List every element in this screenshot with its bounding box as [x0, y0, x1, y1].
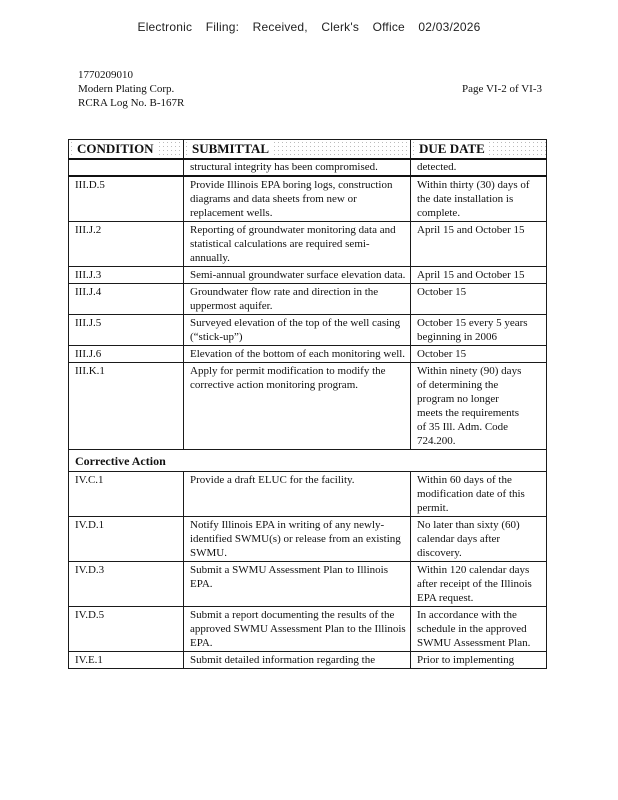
table-row	[69, 607, 547, 652]
column-header-submittal: SUBMITTAL	[184, 140, 411, 160]
table-row	[69, 315, 547, 346]
submittal-cell: Submit a SWMU Assessment Plan to Illinois EPA.	[184, 562, 411, 607]
due-date-cell: October 15	[411, 346, 547, 363]
column-header-condition: CONDITION	[69, 140, 184, 160]
table-row	[69, 472, 547, 517]
table-row	[69, 517, 547, 562]
condition-cell: III.J.2	[69, 222, 184, 267]
table-row	[69, 363, 547, 450]
submittal-cell: Reporting of groundwater monitoring data and statistical calculations are required semi-annually.	[184, 222, 411, 267]
table-body	[69, 159, 547, 669]
section-heading: Corrective Action	[69, 450, 547, 472]
due-date-cell: Within 60 days of the modification date of this permit.	[411, 472, 547, 517]
due-date-cell: October 15	[411, 284, 547, 315]
condition-cell: IV.D.1	[69, 517, 184, 562]
table-row-continuation	[69, 159, 547, 176]
due-date-cell: In accordance with the schedule in the approved SWMU Assessment Plan.	[411, 607, 547, 652]
submittal-cell: structural integrity has been compromised.	[184, 159, 411, 176]
table-header-row	[69, 140, 547, 160]
table-row	[69, 652, 547, 669]
submittal-cell: Submit detailed information regarding the	[184, 652, 411, 669]
due-date-cell: No later than sixty (60) calendar days after discovery.	[411, 517, 547, 562]
company-name: Modern Plating Corp.	[78, 83, 175, 95]
submittal-cell: Provide Illinois EPA boring logs, construction diagrams and data sheets from new or replacement wells.	[184, 176, 411, 222]
condition-cell: IV.D.3	[69, 562, 184, 607]
table-row	[69, 267, 547, 284]
due-date-cell: Prior to implementing	[411, 652, 547, 669]
table-row	[69, 222, 547, 267]
condition-cell	[69, 159, 184, 176]
table-row	[69, 562, 547, 607]
condition-cell: IV.C.1	[69, 472, 184, 517]
condition-cell: III.J.3	[69, 267, 184, 284]
condition-cell: III.K.1	[69, 363, 184, 450]
submittal-cell: Apply for permit modification to modify the corrective action monitoring program.	[184, 363, 411, 450]
due-date-cell: April 15 and October 15	[411, 267, 547, 284]
page-number: Page VI-2 of VI-3	[462, 83, 542, 95]
due-date-cell: April 15 and October 15	[411, 222, 547, 267]
log-number: RCRA Log No. B-167R	[78, 97, 185, 109]
submittal-cell: Groundwater flow rate and direction in the uppermost aquifer.	[184, 284, 411, 315]
submittal-cell: Provide a draft ELUC for the facility.	[184, 472, 411, 517]
submittal-cell: Elevation of the bottom of each monitoring well.	[184, 346, 411, 363]
table-row	[69, 284, 547, 315]
column-header-due-date: DUE DATE	[411, 140, 547, 160]
due-date-cell: October 15 every 5 years beginning in 2006	[411, 315, 547, 346]
submittal-cell: Submit a report documenting the results of the approved SWMU Assessment Plan to the Illinois EPA.	[184, 607, 411, 652]
condition-cell: III.J.4	[69, 284, 184, 315]
condition-cell: IV.E.1	[69, 652, 184, 669]
submittal-cell: Surveyed elevation of the top of the well casing (“stick-up”)	[184, 315, 411, 346]
schedule-table-container	[68, 139, 546, 669]
document-header	[78, 68, 184, 110]
condition-cell: III.D.5	[69, 176, 184, 222]
document-id: 1770209010	[78, 69, 133, 81]
condition-cell: IV.D.5	[69, 607, 184, 652]
table-row	[69, 176, 547, 222]
submittal-cell: Semi-annual groundwater surface elevation data.	[184, 267, 411, 284]
section-row-corrective-action	[69, 450, 547, 472]
schedule-table	[68, 139, 547, 669]
table-row	[69, 346, 547, 363]
due-date-cell: Within 120 calendar days after receipt of the Illinois EPA request.	[411, 562, 547, 607]
submittal-cell: Notify Illinois EPA in writing of any newly-identified SWMU(s) or release from an existing SWMU.	[184, 517, 411, 562]
filing-stamp: Electronic Filing: Received, Clerk's Office 02/03/2026	[137, 20, 481, 34]
due-date-cell: Within thirty (30) days of the date installation is complete.	[411, 176, 547, 222]
condition-cell: III.J.6	[69, 346, 184, 363]
due-date-cell: Within ninety (90) days of determining the program no longer meets the requirements of 35 Ill. Adm. Code 724.200.	[411, 363, 547, 450]
condition-cell: III.J.5	[69, 315, 184, 346]
due-date-cell: detected.	[411, 159, 547, 176]
